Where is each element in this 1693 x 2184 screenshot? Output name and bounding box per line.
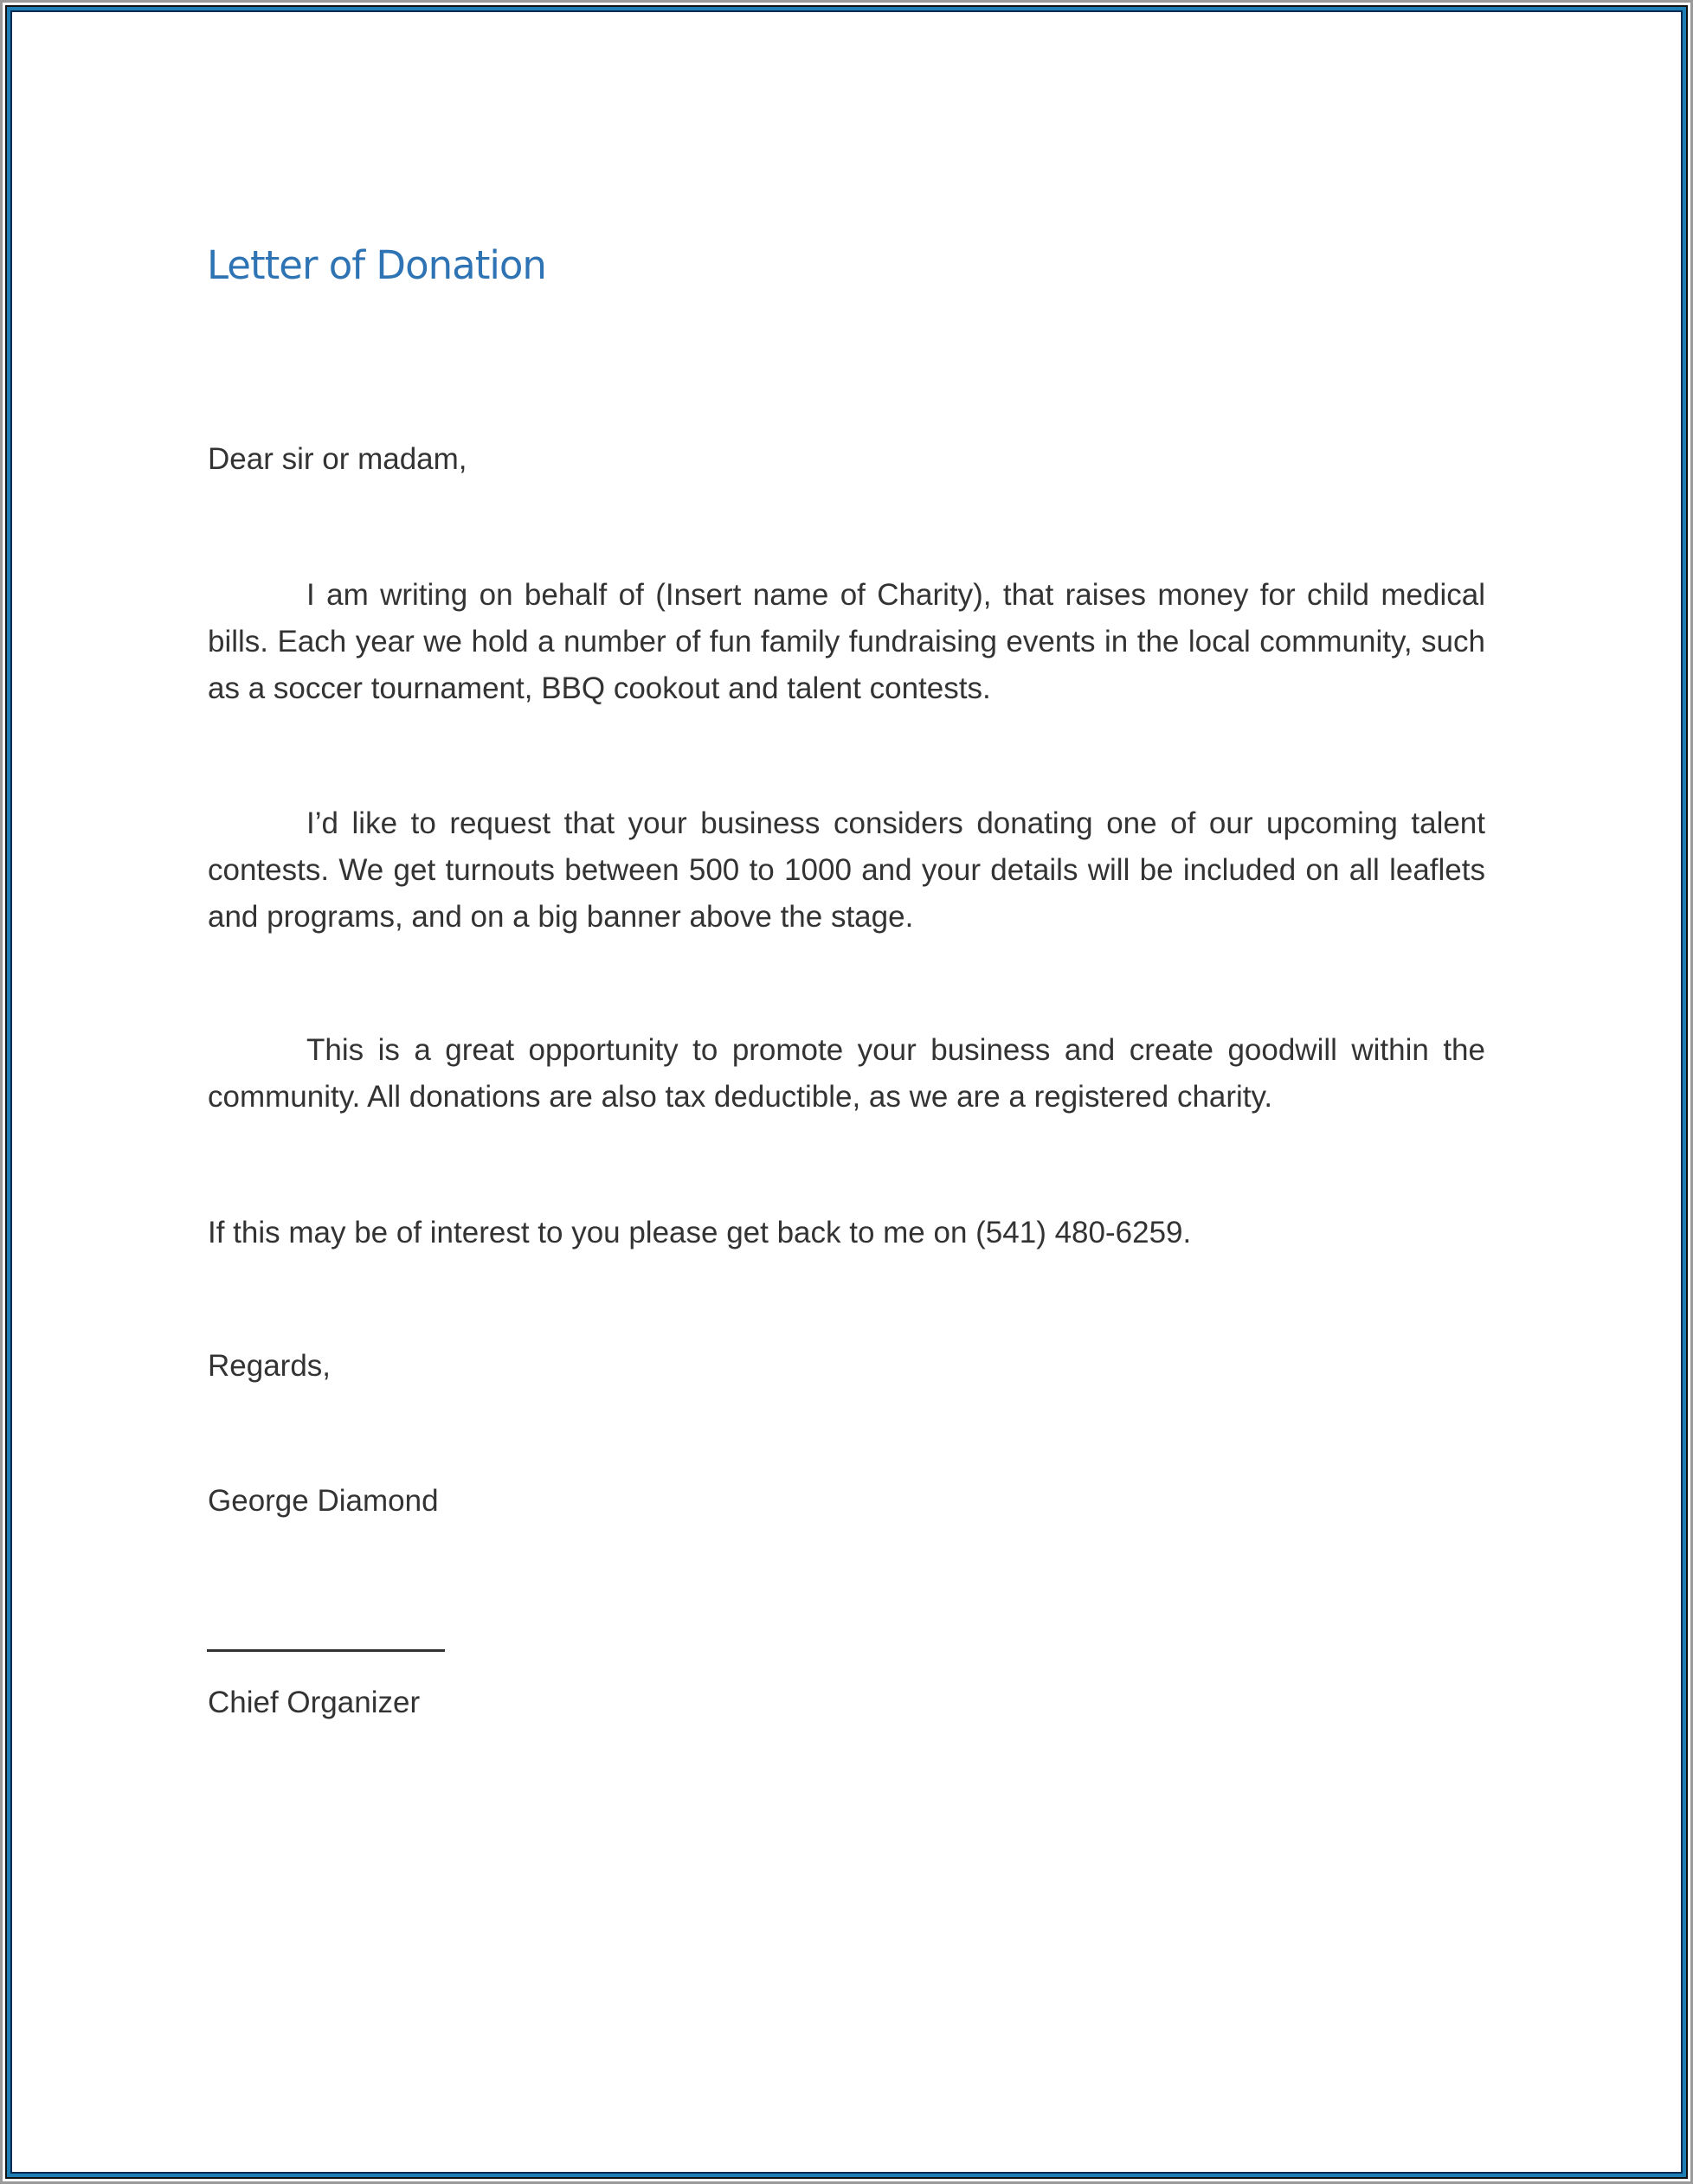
- paragraph-2: I’d like to request that your business considers donating one of our upcoming talent contests. We get turnouts between 500 to 1000 and your details will be included on all leaflets and programs, and on a big banner above the stage.: [208, 806, 1485, 934]
- paragraph-1: I am writing on behalf of (Insert name of Charity), that raises money for child medical bills. Each year we hold a number of fun family fundraising events in the local community, such as a soccer tournament, BBQ cookout and talent contests.: [208, 578, 1485, 705]
- signer-title: Chief Organizer: [208, 1686, 421, 1719]
- signer-name: George Diamond: [208, 1484, 439, 1518]
- closing: Regards,: [208, 1349, 332, 1383]
- letter-title: Letter of Donation: [207, 242, 546, 288]
- contact-line: If this may be of interest to you please get back to me on (541) 480-6259.: [208, 1216, 1192, 1249]
- paragraph-3: This is a great opportunity to promote your business and create goodwill within the community. All donations are also tax deductible, as we are a registered charity.: [208, 1033, 1485, 1114]
- signature-line: [207, 1649, 445, 1652]
- salutation: Dear sir or madam,: [208, 442, 467, 476]
